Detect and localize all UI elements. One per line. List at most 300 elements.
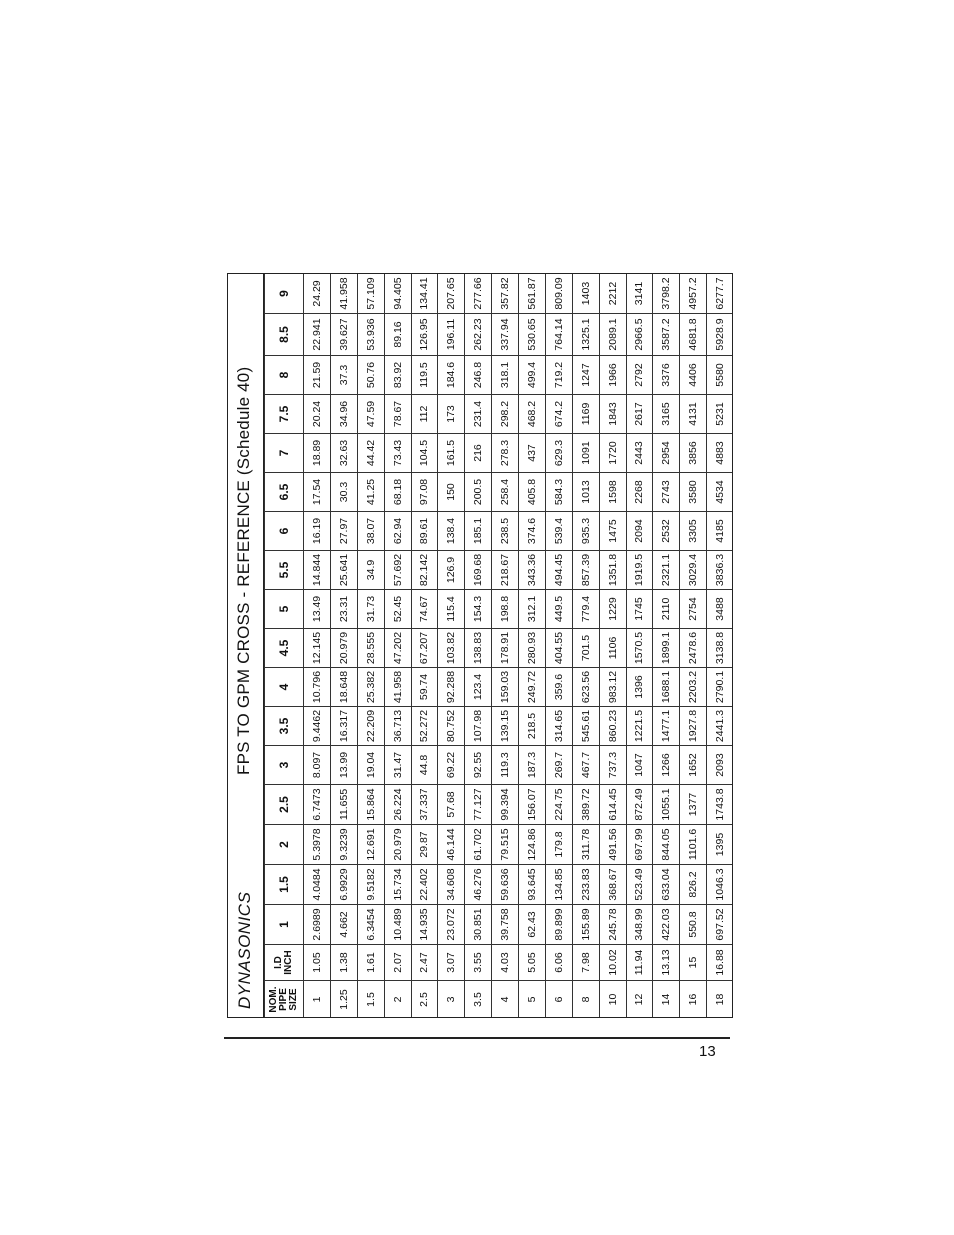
gpm-cell: 368.67 — [599, 865, 626, 905]
header-fps-6-5: 6.5 — [265, 473, 304, 512]
header-fps-8: 8 — [265, 356, 304, 395]
gpm-cell: 29.87 — [411, 825, 438, 865]
header-fps-1-5: 1.5 — [265, 865, 304, 905]
gpm-cell: 719.2 — [545, 356, 572, 395]
gpm-cell: 34.608 — [438, 865, 465, 905]
id-inch-cell: 2.07 — [384, 945, 411, 981]
nom-pipe-size-cell: 1 — [304, 981, 331, 1019]
table-row — [330, 274, 357, 1019]
gpm-cell: 437 — [519, 434, 546, 473]
gpm-cell: 2441.3 — [707, 707, 733, 746]
gpm-cell: 41.958 — [384, 668, 411, 707]
gpm-cell: 218.67 — [492, 551, 519, 590]
gpm-cell: 154.3 — [465, 590, 492, 629]
id-inch-cell: 3.55 — [465, 945, 492, 981]
gpm-cell: 1351.8 — [599, 551, 626, 590]
gpm-cell: 20.979 — [330, 629, 357, 668]
gpm-cell: 159.03 — [492, 668, 519, 707]
gpm-cell: 3856 — [680, 434, 707, 473]
gpm-cell: 62.43 — [519, 905, 546, 945]
gpm-cell: 119.3 — [492, 746, 519, 785]
gpm-cell: 3488 — [707, 590, 733, 629]
id-inch-cell: 4.03 — [492, 945, 519, 981]
header-fps-7-5: 7.5 — [265, 395, 304, 434]
gpm-cell: 30.851 — [465, 905, 492, 945]
nom-pipe-size-cell: 8 — [572, 981, 599, 1019]
gpm-cell: 2478.6 — [680, 629, 707, 668]
gpm-cell: 1229 — [599, 590, 626, 629]
gpm-cell: 69.22 — [438, 746, 465, 785]
gpm-cell: 3587.2 — [653, 314, 680, 356]
gpm-cell: 3305 — [680, 512, 707, 551]
gpm-cell: 32.63 — [330, 434, 357, 473]
gpm-cell: 37.337 — [411, 785, 438, 825]
gpm-cell: 47.59 — [357, 395, 384, 434]
gpm-cell: 1919.5 — [626, 551, 653, 590]
gpm-cell: 1475 — [599, 512, 626, 551]
gpm-cell: 218.5 — [519, 707, 546, 746]
gpm-cell: 550.8 — [680, 905, 707, 945]
reference-table-frame — [227, 273, 733, 1018]
gpm-cell: 107.98 — [465, 707, 492, 746]
gpm-cell: 68.18 — [384, 473, 411, 512]
gpm-cell: 404.55 — [545, 629, 572, 668]
gpm-cell: 13.49 — [304, 590, 331, 629]
gpm-cell: 2617 — [626, 395, 653, 434]
gpm-cell: 5928.9 — [707, 314, 733, 356]
gpm-cell: 3798.2 — [653, 274, 680, 314]
nom-pipe-size-cell: 1.25 — [330, 981, 357, 1019]
gpm-cell: 2110 — [653, 590, 680, 629]
gpm-cell: 41.25 — [357, 473, 384, 512]
gpm-cell: 224.75 — [545, 785, 572, 825]
gpm-cell: 1843 — [599, 395, 626, 434]
header-fps-3-5: 3.5 — [265, 707, 304, 746]
gpm-cell: 1247 — [572, 356, 599, 395]
gpm-cell: 1221.5 — [626, 707, 653, 746]
gpm-cell: 1395 — [707, 825, 733, 865]
header-fps-6: 6 — [265, 512, 304, 551]
gpm-cell: 20.24 — [304, 395, 331, 434]
gpm-cell: 22.209 — [357, 707, 384, 746]
gpm-cell: 584.3 — [545, 473, 572, 512]
gpm-cell: 77.127 — [465, 785, 492, 825]
gpm-cell: 200.5 — [465, 473, 492, 512]
gpm-cell: 93.645 — [519, 865, 546, 905]
gpm-cell: 124.86 — [519, 825, 546, 865]
table-row — [572, 274, 599, 1019]
gpm-cell: 115.4 — [438, 590, 465, 629]
gpm-cell: 561.87 — [519, 274, 546, 314]
gpm-cell: 31.73 — [357, 590, 384, 629]
gpm-cell: 46.144 — [438, 825, 465, 865]
gpm-cell: 5231 — [707, 395, 733, 434]
nom-pipe-size-cell: 3 — [438, 981, 465, 1019]
gpm-cell: 697.52 — [707, 905, 733, 945]
gpm-cell: 31.47 — [384, 746, 411, 785]
gpm-cell: 20.979 — [384, 825, 411, 865]
gpm-cell: 46.276 — [465, 865, 492, 905]
header-nom-line3: SIZE — [288, 988, 299, 1011]
gpm-cell: 89.899 — [545, 905, 572, 945]
nom-pipe-size-cell: 1.5 — [357, 981, 384, 1019]
gpm-cell: 25.382 — [357, 668, 384, 707]
gpm-cell: 494.45 — [545, 551, 572, 590]
gpm-cell: 173 — [438, 395, 465, 434]
gpm-cell: 1047 — [626, 746, 653, 785]
gpm-cell: 245.78 — [599, 905, 626, 945]
table-row — [680, 274, 707, 1019]
gpm-cell: 28.555 — [357, 629, 384, 668]
gpm-cell: 1899.1 — [653, 629, 680, 668]
header-fps-4-5: 4.5 — [265, 629, 304, 668]
gpm-cell: 15.734 — [384, 865, 411, 905]
gpm-cell: 12.691 — [357, 825, 384, 865]
gpm-cell: 4131 — [680, 395, 707, 434]
header-fps-3: 3 — [265, 746, 304, 785]
gpm-cell: 1688.1 — [653, 668, 680, 707]
gpm-cell: 30.3 — [330, 473, 357, 512]
header-fps-2: 2 — [265, 825, 304, 865]
table-title-bar — [228, 274, 264, 1018]
gpm-cell: 139.15 — [492, 707, 519, 746]
gpm-cell: 633.04 — [653, 865, 680, 905]
gpm-cell: 1396 — [626, 668, 653, 707]
gpm-cell: 530.65 — [519, 314, 546, 356]
nom-pipe-size-cell: 2.5 — [411, 981, 438, 1019]
gpm-cell: 629.3 — [545, 434, 572, 473]
gpm-cell: 18.648 — [330, 668, 357, 707]
gpm-cell: 614.45 — [599, 785, 626, 825]
gpm-cell: 9.4462 — [304, 707, 331, 746]
gpm-cell: 92.55 — [465, 746, 492, 785]
gpm-cell: 138.83 — [465, 629, 492, 668]
gpm-cell: 311.78 — [572, 825, 599, 865]
rotated-table-content — [228, 274, 733, 1018]
gpm-cell: 34.96 — [330, 395, 357, 434]
gpm-cell: 1091 — [572, 434, 599, 473]
gpm-cell: 389.72 — [572, 785, 599, 825]
gpm-cell: 92.288 — [438, 668, 465, 707]
table-row — [707, 274, 733, 1019]
gpm-cell: 10.796 — [304, 668, 331, 707]
gpm-cell: 10.489 — [384, 905, 411, 945]
gpm-cell: 38.07 — [357, 512, 384, 551]
nom-pipe-size-cell: 14 — [653, 981, 680, 1019]
gpm-cell: 2.6989 — [304, 905, 331, 945]
gpm-cell: 79.515 — [492, 825, 519, 865]
gpm-cell: 12.145 — [304, 629, 331, 668]
gpm-cell: 1720 — [599, 434, 626, 473]
gpm-cell: 67.207 — [411, 629, 438, 668]
gpm-cell: 187.3 — [519, 746, 546, 785]
gpm-cell: 449.5 — [545, 590, 572, 629]
gpm-cell: 44.42 — [357, 434, 384, 473]
id-inch-cell: 1.61 — [357, 945, 384, 981]
table-row — [545, 274, 572, 1019]
gpm-cell: 422.03 — [653, 905, 680, 945]
gpm-cell: 3141 — [626, 274, 653, 314]
gpm-cell: 2954 — [653, 434, 680, 473]
gpm-cell: 1745 — [626, 590, 653, 629]
header-fps-5: 5 — [265, 590, 304, 629]
gpm-cell: 277.66 — [465, 274, 492, 314]
header-fps-9: 9 — [265, 274, 304, 314]
gpm-cell: 405.8 — [519, 473, 546, 512]
table-row — [599, 274, 626, 1019]
gpm-cell: 14.935 — [411, 905, 438, 945]
nom-pipe-size-cell: 18 — [707, 981, 733, 1019]
gpm-cell: 94.405 — [384, 274, 411, 314]
gpm-cell: 262.23 — [465, 314, 492, 356]
gpm-cell: 1598 — [599, 473, 626, 512]
gpm-cell: 318.1 — [492, 356, 519, 395]
gpm-cell: 359.6 — [545, 668, 572, 707]
gpm-cell: 6.7473 — [304, 785, 331, 825]
id-inch-cell: 11.94 — [626, 945, 653, 981]
gpm-cell: 59.636 — [492, 865, 519, 905]
gpm-cell: 233.83 — [572, 865, 599, 905]
gpm-cell: 23.31 — [330, 590, 357, 629]
gpm-cell: 278.3 — [492, 434, 519, 473]
gpm-cell: 53.936 — [357, 314, 384, 356]
gpm-cell: 3138.8 — [707, 629, 733, 668]
gpm-cell: 99.394 — [492, 785, 519, 825]
gpm-cell: 74.67 — [411, 590, 438, 629]
table-title: FPS TO GPM CROSS - REFERENCE (Schedule 40) — [234, 366, 253, 775]
brand-name: DYNASONICS — [235, 891, 254, 1009]
header-nom-pipe-size — [265, 981, 304, 1019]
gpm-cell: 57.109 — [357, 274, 384, 314]
gpm-cell: 499.4 — [519, 356, 546, 395]
gpm-cell: 138.4 — [438, 512, 465, 551]
gpm-cell: 539.4 — [545, 512, 572, 551]
header-id-line2: INCH — [283, 950, 294, 975]
gpm-cell: 280.93 — [519, 629, 546, 668]
gpm-cell: 14.844 — [304, 551, 331, 590]
gpm-cell: 523.49 — [626, 865, 653, 905]
gpm-cell: 343.36 — [519, 551, 546, 590]
gpm-cell: 89.16 — [384, 314, 411, 356]
gpm-cell: 3029.4 — [680, 551, 707, 590]
header-id-inch — [265, 945, 304, 981]
gpm-cell: 1403 — [572, 274, 599, 314]
gpm-cell: 1106 — [599, 629, 626, 668]
id-inch-cell: 2.47 — [411, 945, 438, 981]
id-inch-cell: 16.88 — [707, 945, 733, 981]
nom-pipe-size-cell: 5 — [519, 981, 546, 1019]
gpm-cell: 1013 — [572, 473, 599, 512]
gpm-cell: 1743.8 — [707, 785, 733, 825]
id-inch-cell: 1.05 — [304, 945, 331, 981]
table-row — [384, 274, 411, 1019]
gpm-cell: 134.41 — [411, 274, 438, 314]
gpm-cell: 1101.6 — [680, 825, 707, 865]
gpm-cell: 83.92 — [384, 356, 411, 395]
gpm-cell: 6.9929 — [330, 865, 357, 905]
gpm-cell: 1570.5 — [626, 629, 653, 668]
gpm-cell: 161.5 — [438, 434, 465, 473]
gpm-cell: 2790.1 — [707, 668, 733, 707]
gpm-cell: 764.14 — [545, 314, 572, 356]
gpm-cell: 52.45 — [384, 590, 411, 629]
gpm-cell: 6277.7 — [707, 274, 733, 314]
gpm-cell: 860.23 — [599, 707, 626, 746]
gpm-cell: 216 — [465, 434, 492, 473]
gpm-cell: 3376 — [653, 356, 680, 395]
id-inch-cell: 1.38 — [330, 945, 357, 981]
gpm-cell: 39.758 — [492, 905, 519, 945]
gpm-cell: 103.82 — [438, 629, 465, 668]
gpm-cell: 57.692 — [384, 551, 411, 590]
header-fps-1: 1 — [265, 905, 304, 945]
id-inch-cell: 3.07 — [438, 945, 465, 981]
gpm-cell: 5580 — [707, 356, 733, 395]
id-inch-cell: 10.02 — [599, 945, 626, 981]
gpm-cell: 4883 — [707, 434, 733, 473]
gpm-cell: 1377 — [680, 785, 707, 825]
gpm-cell: 4185 — [707, 512, 733, 551]
gpm-cell: 82.142 — [411, 551, 438, 590]
gpm-cell: 258.4 — [492, 473, 519, 512]
gpm-cell: 312.1 — [519, 590, 546, 629]
gpm-cell: 238.5 — [492, 512, 519, 551]
gpm-cell: 357.82 — [492, 274, 519, 314]
gpm-cell: 104.5 — [411, 434, 438, 473]
gpm-cell: 17.54 — [304, 473, 331, 512]
gpm-cell: 2443 — [626, 434, 653, 473]
gpm-cell: 1266 — [653, 746, 680, 785]
gpm-cell: 701.5 — [572, 629, 599, 668]
gpm-cell: 123.4 — [465, 668, 492, 707]
gpm-cell: 57.68 — [438, 785, 465, 825]
gpm-cell: 22.941 — [304, 314, 331, 356]
gpm-cell: 39.627 — [330, 314, 357, 356]
gpm-cell: 231.4 — [465, 395, 492, 434]
gpm-cell: 24.29 — [304, 274, 331, 314]
table-row — [653, 274, 680, 1019]
gpm-cell: 935.3 — [572, 512, 599, 551]
gpm-cell: 11.655 — [330, 785, 357, 825]
id-inch-cell: 15 — [680, 945, 707, 981]
id-inch-cell: 5.05 — [519, 945, 546, 981]
gpm-cell: 4406 — [680, 356, 707, 395]
gpm-cell: 269.7 — [545, 746, 572, 785]
gpm-cell: 134.85 — [545, 865, 572, 905]
gpm-cell: 59.74 — [411, 668, 438, 707]
gpm-cell: 25.641 — [330, 551, 357, 590]
gpm-cell: 169.68 — [465, 551, 492, 590]
header-id-line1: I.D — [273, 956, 284, 969]
gpm-cell: 737.3 — [599, 746, 626, 785]
gpm-cell: 150 — [438, 473, 465, 512]
gpm-cell: 47.202 — [384, 629, 411, 668]
gpm-cell: 2743 — [653, 473, 680, 512]
nom-pipe-size-cell: 10 — [599, 981, 626, 1019]
gpm-cell: 5.3978 — [304, 825, 331, 865]
gpm-cell: 249.72 — [519, 668, 546, 707]
gpm-cell: 34.9 — [357, 551, 384, 590]
table-row — [626, 274, 653, 1019]
gpm-cell: 348.99 — [626, 905, 653, 945]
gpm-cell: 983.12 — [599, 668, 626, 707]
gpm-cell: 37.3 — [330, 356, 357, 395]
gpm-cell: 18.89 — [304, 434, 331, 473]
nom-pipe-size-cell: 12 — [626, 981, 653, 1019]
gpm-cell: 3836.3 — [707, 551, 733, 590]
gpm-cell: 179.8 — [545, 825, 572, 865]
gpm-cell: 8.097 — [304, 746, 331, 785]
gpm-cell: 2754 — [680, 590, 707, 629]
gpm-cell: 112 — [411, 395, 438, 434]
header-nom-line1: NOM. — [268, 986, 279, 1013]
gpm-cell: 16.317 — [330, 707, 357, 746]
gpm-cell: 61.702 — [465, 825, 492, 865]
gpm-cell: 89.61 — [411, 512, 438, 551]
header-fps-5-5: 5.5 — [265, 551, 304, 590]
id-inch-cell: 7.98 — [572, 945, 599, 981]
gpm-cell: 246.8 — [465, 356, 492, 395]
gpm-cell: 2203.2 — [680, 668, 707, 707]
gpm-cell: 155.89 — [572, 905, 599, 945]
table-row — [411, 274, 438, 1019]
gpm-cell: 6.3454 — [357, 905, 384, 945]
header-row — [265, 274, 304, 1019]
nom-pipe-size-cell: 2 — [384, 981, 411, 1019]
footer-rule — [224, 1037, 730, 1039]
gpm-cell: 26.224 — [384, 785, 411, 825]
gpm-cell: 2268 — [626, 473, 653, 512]
gpm-cell: 207.65 — [438, 274, 465, 314]
gpm-cell: 78.67 — [384, 395, 411, 434]
gpm-cell: 374.6 — [519, 512, 546, 551]
table-row — [465, 274, 492, 1019]
gpm-cell: 2321.1 — [653, 551, 680, 590]
gpm-cell: 21.59 — [304, 356, 331, 395]
id-inch-cell: 13.13 — [653, 945, 680, 981]
table-row — [492, 274, 519, 1019]
gpm-cell: 872.49 — [626, 785, 653, 825]
gpm-cell: 779.4 — [572, 590, 599, 629]
gpm-cell: 1046.3 — [707, 865, 733, 905]
gpm-cell: 1169 — [572, 395, 599, 434]
gpm-cell: 156.07 — [519, 785, 546, 825]
gpm-cell: 298.2 — [492, 395, 519, 434]
header-fps-2-5: 2.5 — [265, 785, 304, 825]
gpm-cell: 73.43 — [384, 434, 411, 473]
gpm-cell: 2212 — [599, 274, 626, 314]
gpm-cell: 1966 — [599, 356, 626, 395]
gpm-cell: 1927.8 — [680, 707, 707, 746]
gpm-cell: 44.8 — [411, 746, 438, 785]
gpm-cell: 2966.5 — [626, 314, 653, 356]
gpm-cell: 198.8 — [492, 590, 519, 629]
gpm-cell: 623.56 — [572, 668, 599, 707]
gpm-cell: 4.0484 — [304, 865, 331, 905]
gpm-cell: 62.94 — [384, 512, 411, 551]
gpm-cell: 337.94 — [492, 314, 519, 356]
gpm-cell: 126.9 — [438, 551, 465, 590]
gpm-cell: 4681.8 — [680, 314, 707, 356]
table-row — [519, 274, 546, 1019]
nom-pipe-size-cell: 16 — [680, 981, 707, 1019]
nom-pipe-size-cell: 4 — [492, 981, 519, 1019]
gpm-cell: 9.5182 — [357, 865, 384, 905]
gpm-cell: 844.05 — [653, 825, 680, 865]
gpm-cell: 491.56 — [599, 825, 626, 865]
gpm-cell: 22.402 — [411, 865, 438, 905]
gpm-cell: 23.072 — [438, 905, 465, 945]
